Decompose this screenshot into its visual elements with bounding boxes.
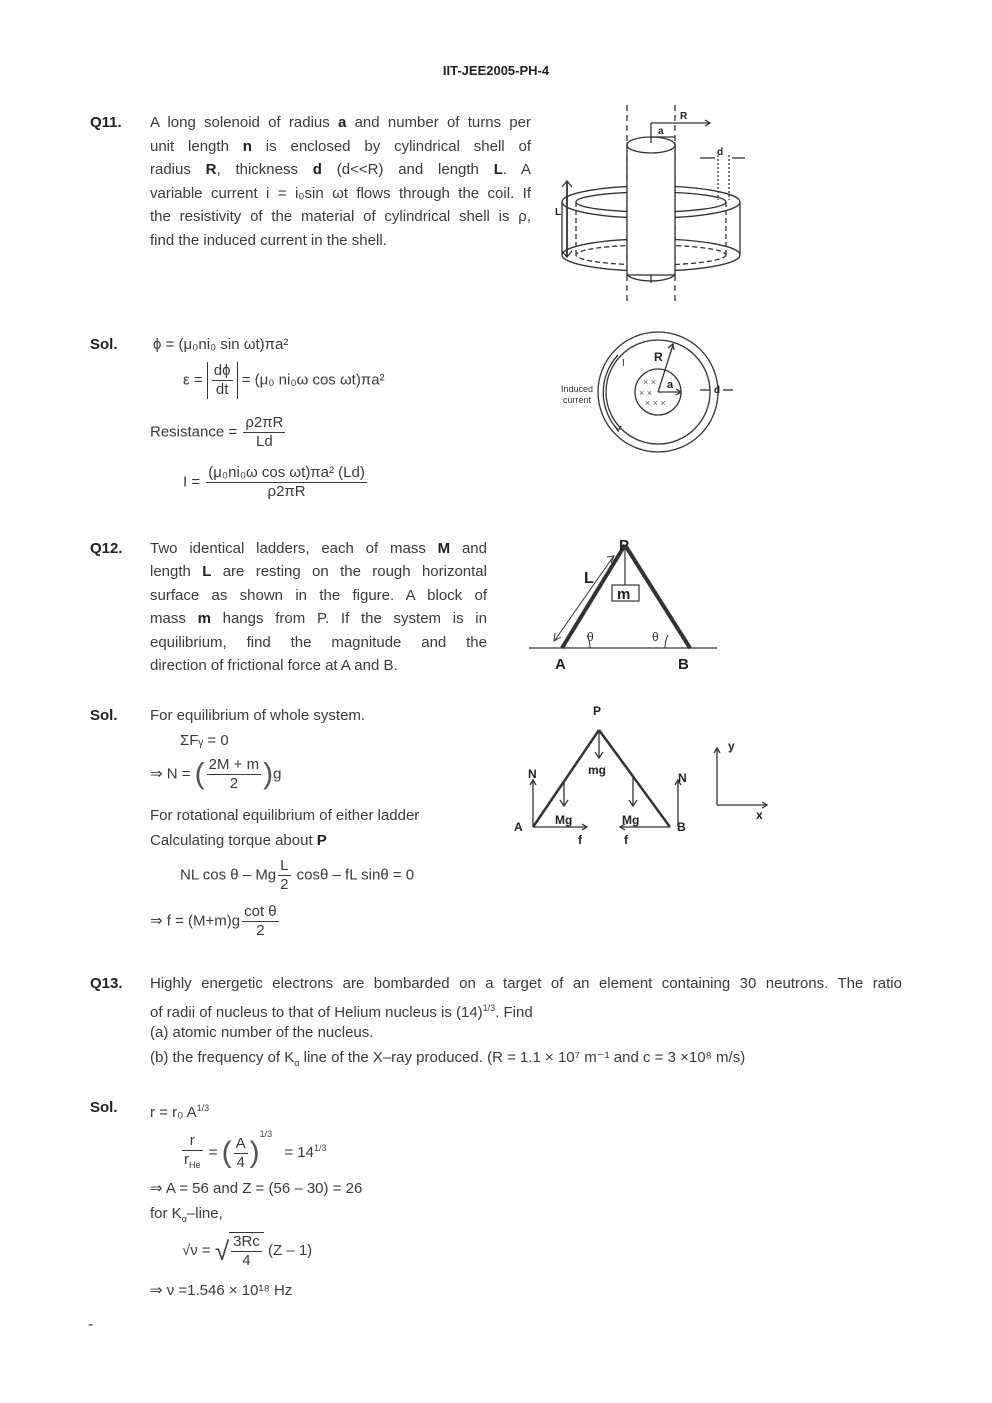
fig-label-theta: θ <box>587 630 594 644</box>
fig-label-Mg: Mg <box>555 813 573 827</box>
exponent: 1/3 <box>482 1003 496 1013</box>
bold-term: d <box>312 161 322 178</box>
torque-text: Calculating torque about <box>150 832 317 849</box>
frequency-result: ⇒ ν =1.546 × 10¹⁸ Hz <box>150 1282 293 1299</box>
text-segment: hangs from P. If the system is in <box>210 610 487 628</box>
axis-label-y: y <box>728 739 735 753</box>
resistance-lhs: Resistance = <box>150 423 238 441</box>
bold-term: a <box>338 114 347 131</box>
exponent: 1/3 <box>196 1103 210 1113</box>
normal-force-den: 2 <box>229 775 239 792</box>
fig-label-B: B <box>678 656 689 673</box>
text-line <box>150 540 487 558</box>
bold-term: M <box>437 540 451 557</box>
text-segment: equilibrium, find the magnitude and the <box>150 633 487 651</box>
emf-den: dt <box>215 381 229 398</box>
ratio-rhs: = 14 <box>284 1144 314 1161</box>
fig-label-L: L <box>555 207 562 218</box>
current-lhs: I = <box>183 473 201 491</box>
exponent: 1/3 <box>313 1143 327 1153</box>
text-segment: , thickness <box>216 161 313 178</box>
moseley-den: 4 <box>242 1252 251 1269</box>
normal-force-equation: ⇒ N = ( $\frac{2M + m}{2}$ )g <box>150 756 282 792</box>
shell-cross-section-figure <box>555 330 735 460</box>
text-segment: and number of turns per <box>346 114 531 131</box>
sol12-line: For rotational equilibrium of either ladder <box>150 807 420 824</box>
solution-label-q12: Sol. <box>90 707 118 724</box>
friction-equation <box>150 903 281 940</box>
ladders-figure <box>525 535 725 675</box>
q13-text-part: line of the X–ray produced. (R = 1.1 × 10⁷ m⁻¹ and c = 3 ×10⁸ m/s) <box>299 1049 746 1066</box>
bold-term: L <box>202 563 212 581</box>
radius-ratio-equation: $\frac{r}{r_{He}}$ = ( $\frac{A}{4}$ )$^{1/3} = 14^{1/3}$ <box>184 1129 327 1171</box>
text-line <box>150 587 487 605</box>
svg-text:× ×: × × <box>639 388 653 398</box>
text-line <box>150 610 487 628</box>
torque-num: L <box>280 857 289 874</box>
q13-text-part: (b) the frequency of K <box>150 1049 295 1066</box>
friction-den: 2 <box>256 922 265 939</box>
fig-label-a: a <box>658 126 664 137</box>
svg-text:× × ×: × × × <box>645 398 666 408</box>
text-segment: is enclosed by cylindrical shell of <box>251 137 531 155</box>
fig-label-m: m <box>617 586 631 603</box>
moseley-rhs: (Z – 1) <box>267 1241 313 1259</box>
subscript: α <box>181 1214 187 1224</box>
q13-text: Highly energetic electrons are bombarded on a target of an element containing 30 neutrons. The ratio <box>150 975 902 992</box>
free-body-diagram <box>505 700 780 850</box>
fig-label-d: d <box>717 147 724 158</box>
emf-num: dϕ <box>213 362 231 379</box>
text-line <box>150 657 487 675</box>
bold-term: m <box>197 610 211 628</box>
q13-text-part: . Find <box>495 1004 533 1021</box>
fig-label-Mg: Mg <box>622 813 640 827</box>
torque-den: 2 <box>280 876 289 893</box>
subscript: He <box>189 1160 201 1171</box>
text-part: –line, <box>186 1205 223 1222</box>
fig-label-a: a <box>667 379 674 391</box>
text-line <box>150 114 531 132</box>
text-segment: . A <box>502 161 532 178</box>
text-segment: length <box>150 563 203 581</box>
fig-label-R: R <box>654 350 663 364</box>
radius-equation <box>150 1099 209 1122</box>
ratio-num: r <box>182 1132 203 1151</box>
normal-force-g: g <box>273 765 282 783</box>
k-alpha-line-label <box>150 1205 223 1228</box>
q13-part-a: (a) atomic number of the nucleus. <box>150 1024 374 1041</box>
fig-label-B: B <box>677 820 686 834</box>
text-segment: radius <box>150 161 206 178</box>
fig-label-P: P <box>619 537 630 554</box>
text-segment: find the induced current in the shell. <box>150 231 387 249</box>
sum-forces-equation: ΣFᵧ = 0 <box>180 732 229 749</box>
fig-label-L: L <box>584 570 594 587</box>
svg-text:× ×: × × <box>643 377 657 387</box>
resistance-equation <box>150 414 287 451</box>
sol12-line: For equilibrium of whole system. <box>150 707 366 724</box>
text-line <box>150 208 531 226</box>
bold-term: R <box>205 161 217 178</box>
text-segment: the resistivity of the material of cylindrical shell is ρ, <box>150 208 531 225</box>
text-line <box>150 232 531 250</box>
q13-part-b <box>150 1049 745 1072</box>
emf-equation <box>183 362 385 399</box>
q13-text-part: of radii of nucleus to that of Helium nucleus is (14) <box>150 1004 483 1021</box>
text-line <box>150 185 531 203</box>
friction-lhs: ⇒ f = (M+m)g <box>150 912 241 930</box>
exponent: 1/3 <box>259 1129 273 1139</box>
fig-label-N: N <box>678 771 687 785</box>
text-segment: mass <box>150 610 198 628</box>
text-segment: variable current i = i₀sin ωt flows through the coil. If <box>150 184 531 202</box>
fig-label-f: f <box>578 833 582 847</box>
subscript: α <box>294 1058 300 1068</box>
friction-num: cot θ <box>244 903 277 920</box>
text-segment: direction of frictional force at A and B. <box>150 657 398 674</box>
moseley-lhs: √ν = <box>182 1241 211 1259</box>
normal-force-lhs: ⇒ N = <box>150 765 191 783</box>
equals: = <box>208 1144 218 1161</box>
fig-label-theta: θ <box>652 630 659 644</box>
current-equation <box>183 464 369 501</box>
solenoid-shell-figure <box>545 105 755 305</box>
fig-label-d: d <box>714 385 721 396</box>
atomic-number-result: ⇒ A = 56 and Z = (56 – 30) = 26 <box>150 1180 363 1197</box>
induced-current-label: Induced <box>561 384 594 394</box>
torque-rhs: cosθ – fL sinθ = 0 <box>292 866 415 884</box>
flux-equation: ϕ = (μ₀ni₀ sin ωt)πa² <box>153 336 289 353</box>
text-segment: unit length <box>150 137 243 155</box>
text-segment: and <box>450 540 487 557</box>
fig-label-N: N <box>528 767 537 781</box>
fig-label-mg: mg <box>588 763 606 777</box>
current-num: (μ₀ni₀ω cos ωt)πa² (Ld) <box>208 464 365 481</box>
text-segment: are resting on the rough horizontal <box>211 563 487 581</box>
resistance-den: Ld <box>256 433 273 450</box>
text-part: for K <box>150 1205 182 1222</box>
text-segment: (d<<R) and length <box>321 161 494 178</box>
fig-label-A: A <box>514 820 523 834</box>
footer-mark: - <box>88 1316 94 1333</box>
question-label-q11: Q11. <box>90 114 122 131</box>
radius-lhs: r = r₀ A <box>150 1104 197 1121</box>
ratio-a-den: 4 <box>236 1153 245 1171</box>
axis-label-x: x <box>756 808 763 822</box>
text-segment: A long solenoid of radius <box>150 114 338 131</box>
fig-label-I: I <box>622 358 625 369</box>
induced-current-label-2: current <box>563 395 592 405</box>
text-line <box>150 634 487 652</box>
text-line <box>150 563 487 581</box>
text-segment: Two identical ladders, each of mass <box>150 540 438 557</box>
fig-label-A: A <box>555 656 566 673</box>
bold-term: n <box>242 137 252 155</box>
solution-label-q13: Sol. <box>90 1099 118 1116</box>
question-label-q13: Q13. <box>90 975 123 992</box>
fig-label-P: P <box>593 704 602 718</box>
text-line <box>150 161 531 179</box>
emf-rhs: = (μ₀ ni₀ω cos ωt)πa² <box>241 371 385 389</box>
question-label-q12: Q12. <box>90 540 123 557</box>
text-segment: surface as shown in the figure. A block of <box>150 586 487 604</box>
ratio-den: r <box>184 1151 189 1169</box>
page-header: IIT-JEE2005-PH-4 <box>442 63 550 78</box>
solution-label-q11: Sol. <box>90 336 118 353</box>
point-p: P <box>316 832 327 849</box>
resistance-num: ρ2πR <box>245 414 284 431</box>
moseley-equation: √ν = √ $\frac{3Rc}{4}$ (Z – 1) <box>182 1233 313 1269</box>
moseley-num: 3Rc <box>233 1233 260 1250</box>
emf-lhs: ε = <box>183 371 203 389</box>
current-den: ρ2πR <box>267 483 306 500</box>
fig-label-R: R <box>680 111 688 122</box>
torque-lhs: NL cos θ – Mg <box>180 866 277 884</box>
sol12-line <box>150 832 327 850</box>
ratio-a-num: A <box>235 1134 246 1152</box>
q13-text <box>150 999 533 1022</box>
bold-term: L <box>493 161 503 178</box>
text-line <box>150 138 531 156</box>
torque-equation <box>180 857 414 894</box>
fig-label-f: f <box>624 833 628 847</box>
normal-force-num: 2M + m <box>208 756 260 773</box>
